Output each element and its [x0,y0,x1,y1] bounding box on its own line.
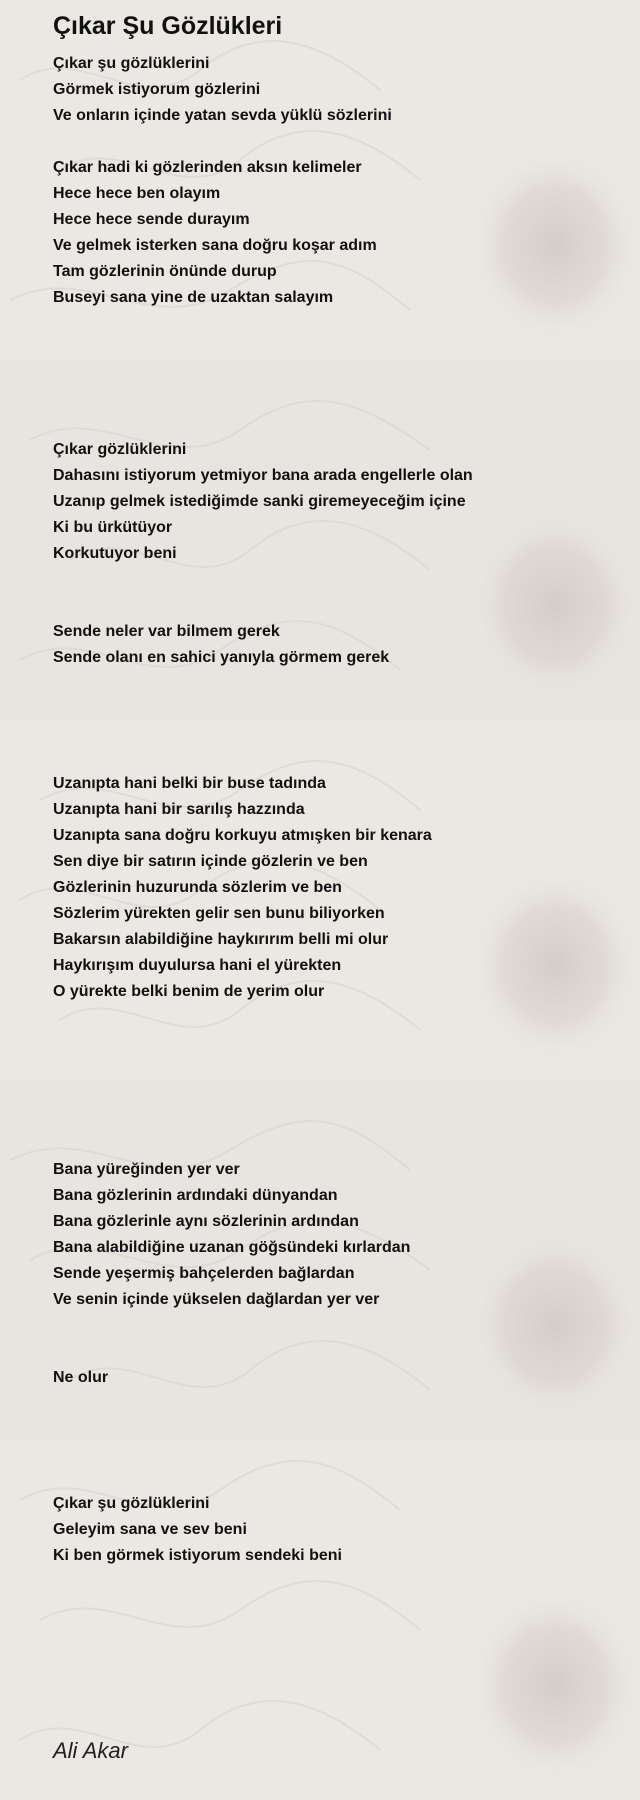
poem-line: Hece hece sende durayım [53,211,250,228]
poem-line: Dahasını istiyorum yetmiyor bana arada engellerle olan [53,467,473,484]
stanza-3 [53,437,473,567]
poem-line: Buseyi sana yine de uzaktan salayım [53,289,334,306]
stanza-2 [53,155,377,311]
poem-line: O yürekte belki benim de yerim olur [53,983,325,1000]
poem-line: Çıkar şu gözlüklerini [53,1495,210,1512]
ink-blot [470,1230,640,1420]
poem-line: Tam gözlerinin önünde durup [53,263,277,280]
ink-blot [470,870,640,1060]
poem-line: Görmek istiyorum gözlerini [53,81,261,98]
poem-line: Gözlerinin huzurunda sözlerim ve ben [53,879,342,896]
poem-line: Uzanıp gelmek istediğimde sanki giremeyeceğim içine [53,493,466,510]
poem-line: Ve onların içinde yatan sevda yüklü sözlerini [53,107,392,124]
stanza-8 [53,1491,342,1569]
poem-line: Sende neler var bilmem gerek [53,623,280,640]
poem-line: Bana alabildiğine uzanan göğsündeki kırlardan [53,1239,411,1256]
poem-line: Ve gelmek isterken sana doğru koşar adım [53,237,377,254]
stanza-4 [53,619,389,671]
ink-blot [470,510,640,700]
poem-line: Geleyim sana ve sev beni [53,1521,247,1538]
poem-line: Sende olanı en sahici yanıyla görmem gerek [53,649,390,666]
poem-line: Ki ben görmek istiyorum sendeki beni [53,1547,342,1564]
poem-line: Sen diye bir satırın içinde gözlerin ve ben [53,853,368,870]
poem-line: Çıkar gözlüklerini [53,441,187,458]
poem-title: Çıkar Şu Gözlükleri [53,12,283,40]
poem-line: Haykırışım duyulursa hani el yürekten [53,957,342,974]
poem-author: Ali Akar [53,1738,128,1763]
poem-line: Ve senin içinde yükselen dağlardan yer ver [53,1291,380,1308]
poem-line: Ne olur [53,1369,109,1386]
stanza-6 [53,1157,410,1313]
poem-line: Bana gözlerinle aynı sözlerinin ardından [53,1213,359,1230]
poem-line: Çıkar şu gözlüklerini [53,55,210,72]
poem-line: Bakarsın alabildiğine haykırırım belli mi olur [53,931,389,948]
poem-line: Korkutuyor beni [53,545,177,562]
ink-blot [470,1590,640,1780]
poem-line: Sözlerim yürekten gelir sen bunu biliyorken [53,905,385,922]
poem-line: Hece hece ben olayım [53,185,221,202]
stanza-7 [53,1365,108,1391]
stanza-5 [53,771,432,1005]
poem-line: Bana yüreğinden yer ver [53,1161,240,1178]
poem-line: Uzanıpta hani belki bir buse tadında [53,775,326,792]
poem-line: Sende yeşermiş bahçelerden bağlardan [53,1265,355,1282]
poem-line: Ki bu ürkütüyor [53,519,173,536]
poem-line: Uzanıpta sana doğru korkuyu atmışken bir kenara [53,827,432,844]
poem-line: Uzanıpta hani bir sarılış hazzında [53,801,305,818]
poem-line: Çıkar hadi ki gözlerinden aksın kelimeler [53,159,362,176]
ink-blot [470,150,640,340]
poem-line: Bana gözlerinin ardındaki dünyandan [53,1187,338,1204]
stanza-1 [53,51,392,129]
